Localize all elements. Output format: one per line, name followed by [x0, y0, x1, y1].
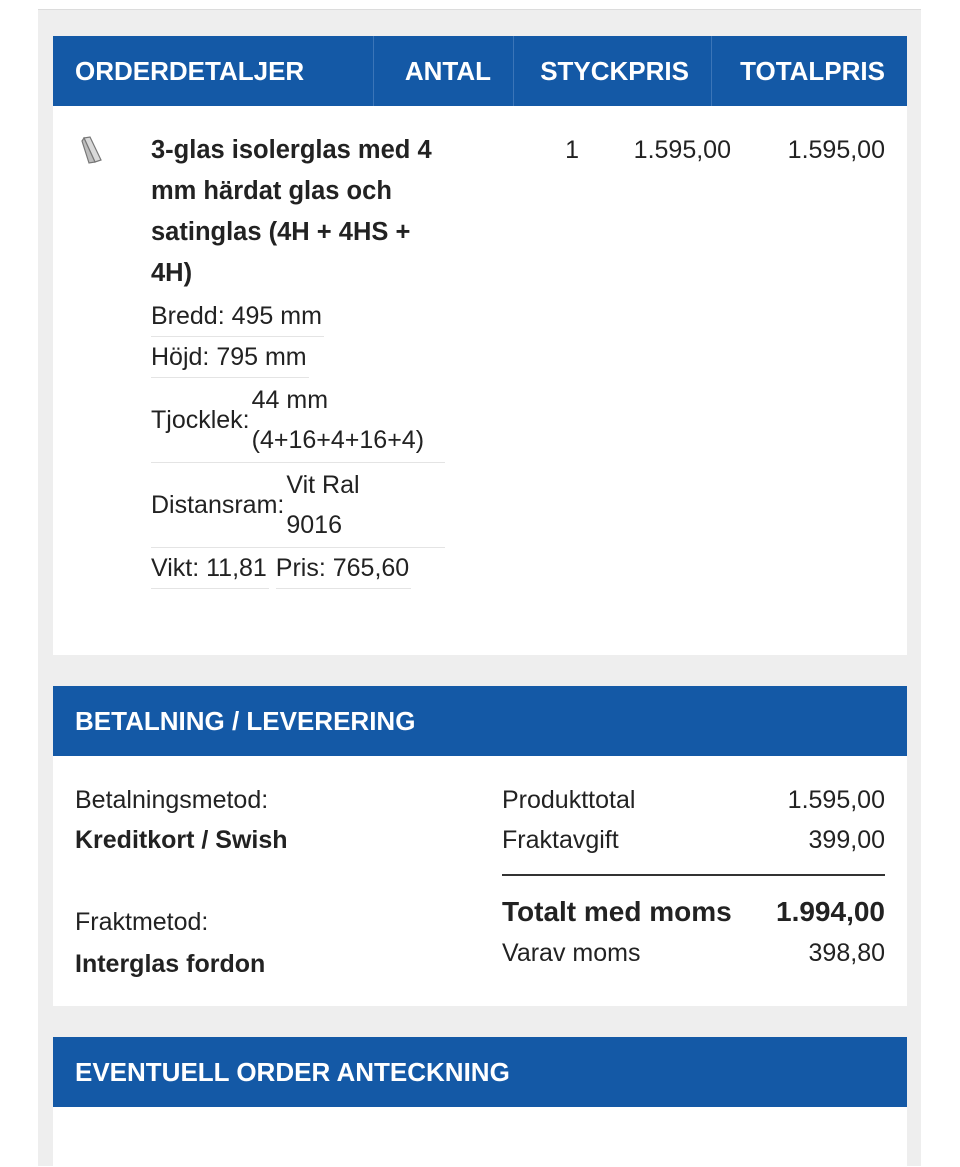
product-attributes [151, 296, 445, 589]
page-background [38, 9, 921, 1166]
vat-label: Varav moms [502, 939, 641, 967]
attribute-value: 795 mm [216, 343, 307, 371]
payment-delivery-card [53, 686, 907, 1006]
grand-total-value: 1.994,00 [776, 896, 885, 927]
product-name: 3-glas isolerglas med 4 mm härdat glas och satinglas (4H + 4HS + 4H) [151, 136, 432, 287]
order-note-card [53, 1037, 907, 1167]
header-total-price: TOTALPRIS [711, 36, 907, 106]
product-total-value: 1.595,00 [787, 786, 885, 814]
order-note-body [53, 1107, 907, 1167]
header-unit-price: STYCKPRIS [513, 36, 711, 106]
shipping-method-value: Interglas fordon [75, 950, 266, 978]
attribute-value: 44 mm (4+16+4+16+4) [251, 386, 425, 454]
payment-method-value: Kreditkort / Swish [75, 826, 288, 854]
payment-delivery-body [53, 756, 907, 1006]
attribute-label: Distansram: [151, 491, 285, 519]
shipping-fee-label: Fraktavgift [502, 826, 619, 854]
attribute-weight [151, 548, 269, 589]
attribute-thickness [151, 378, 445, 463]
header-quantity: ANTAL [373, 36, 513, 106]
summary-divider [502, 874, 885, 876]
order-details-card [53, 36, 907, 655]
attribute-height [151, 337, 309, 378]
item-unit-price: 1.595,00 [633, 136, 731, 164]
glass-pane-icon [81, 136, 103, 164]
attribute-price [276, 548, 411, 589]
attribute-label: Vikt: [151, 554, 200, 582]
grand-total-label: Totalt med moms [502, 896, 732, 927]
attribute-label: Höjd: [151, 343, 210, 371]
attribute-label: Tjocklek: [151, 406, 250, 434]
attribute-width [151, 296, 324, 337]
order-item-row [53, 106, 907, 655]
shipping-method-label: Fraktmetod: [75, 908, 209, 936]
header-order-details: ORDERDETALJER [75, 56, 305, 86]
attribute-value: Vit Ral 9016 [286, 471, 360, 539]
payment-delivery-title: BETALNING / LEVERERING [53, 686, 907, 756]
payment-method-label: Betalningsmetod: [75, 786, 269, 814]
attribute-value: 495 mm [231, 302, 322, 330]
attribute-label: Bredd: [151, 302, 225, 330]
attribute-spacer-frame [151, 463, 445, 548]
order-table-header [53, 36, 907, 106]
attribute-value: 11,81 [206, 554, 267, 582]
attribute-value: 765,60 [332, 554, 410, 582]
vat-value: 398,80 [808, 939, 885, 967]
shipping-fee-value: 399,00 [808, 826, 885, 854]
item-quantity: 1 [565, 136, 579, 164]
order-note-title: EVENTUELL ORDER ANTECKNING [53, 1037, 907, 1107]
attribute-label: Pris: [275, 554, 326, 582]
product-total-label: Produkttotal [502, 786, 636, 814]
item-total-price: 1.595,00 [787, 136, 885, 164]
